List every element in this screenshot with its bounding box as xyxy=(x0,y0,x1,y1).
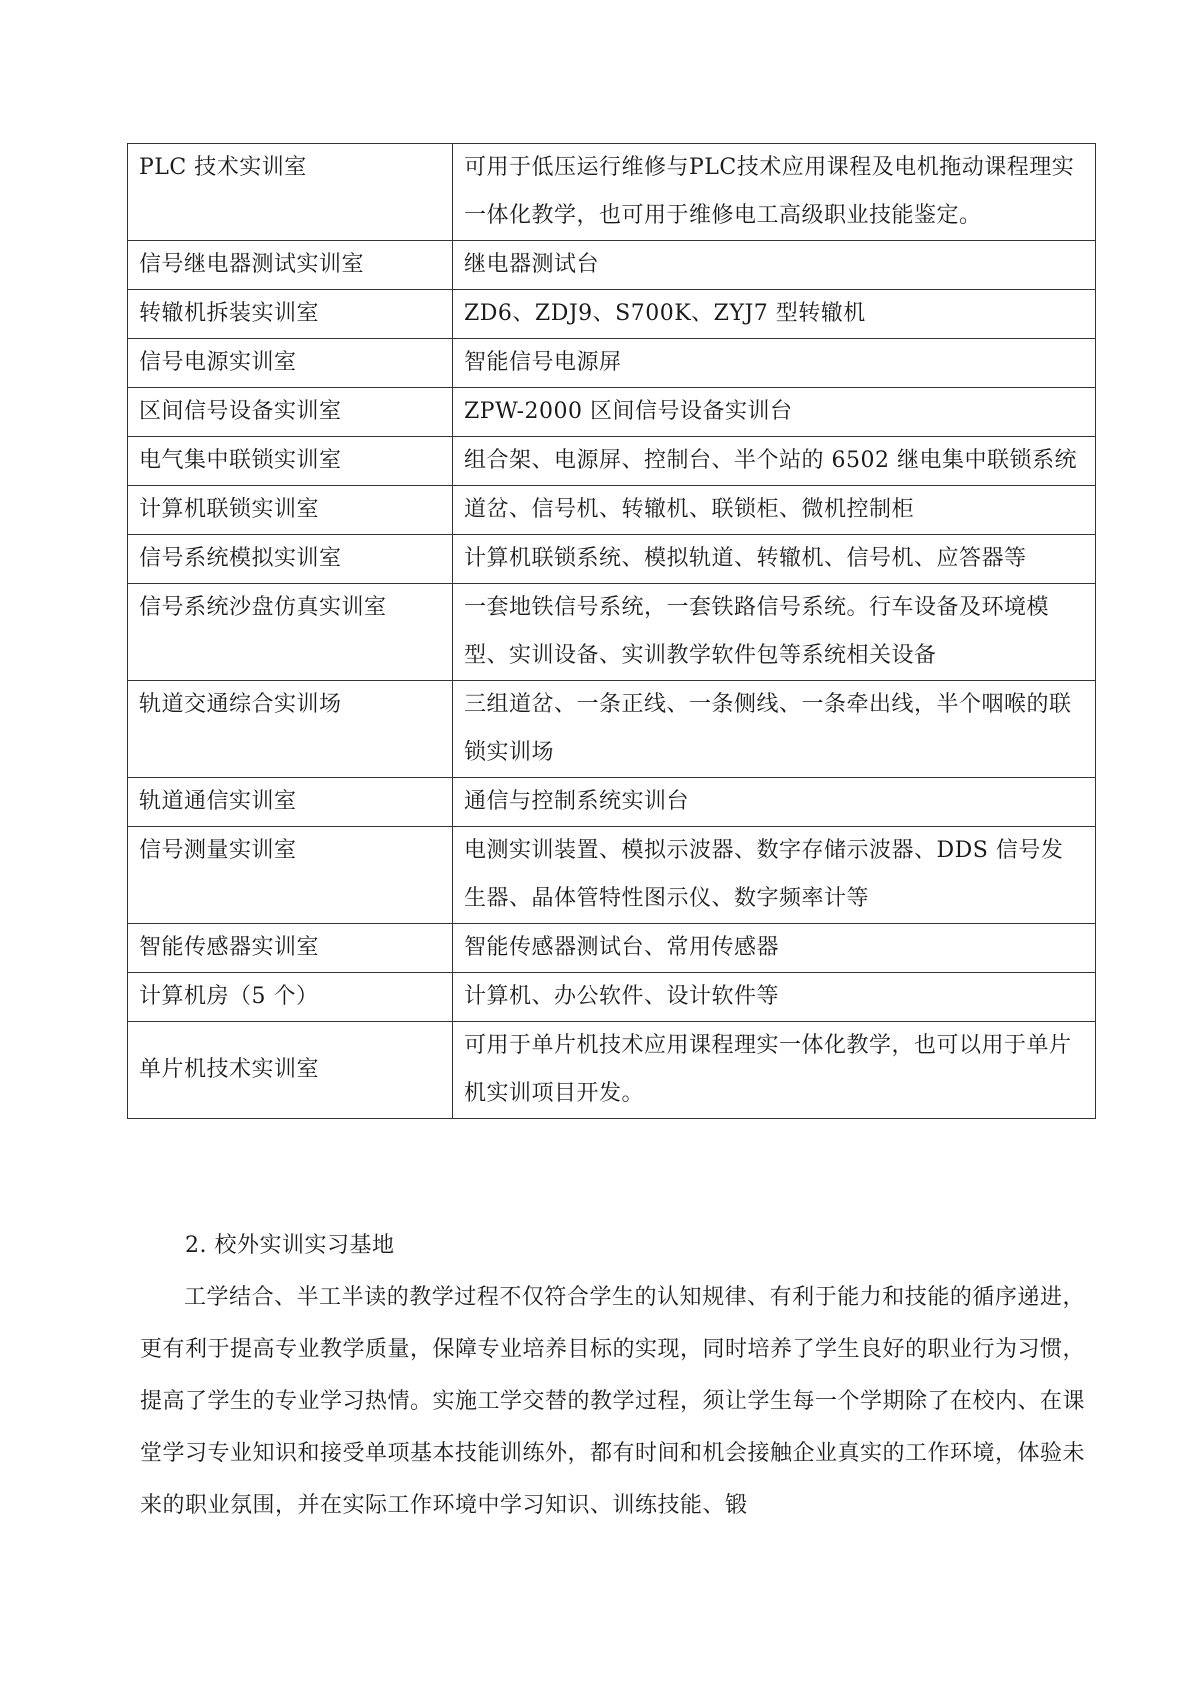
facility-name: 轨道交通综合实训场 xyxy=(128,681,453,778)
facility-equipment: 可用于单片机技术应用课程理实一体化教学，也可以用于单片机实训项目开发。 xyxy=(453,1022,1096,1119)
table-row xyxy=(128,924,1096,973)
facility-name: 计算机房（5 个） xyxy=(128,973,453,1022)
table-row xyxy=(128,339,1096,388)
facility-equipment: 道岔、信号机、转辙机、联锁柜、微机控制柜 xyxy=(453,486,1096,535)
facility-name: 信号系统模拟实训室 xyxy=(128,535,453,584)
facility-equipment: 电测实训装置、模拟示波器、数字存储示波器、DDS 信号发生器、晶体管特性图示仪、数字频率计等 xyxy=(453,827,1096,924)
facility-name: 信号测量实训室 xyxy=(128,827,453,924)
table-row xyxy=(128,778,1096,827)
facility-name: 信号电源实训室 xyxy=(128,339,453,388)
facility-name: 智能传感器实训室 xyxy=(128,924,453,973)
table-row xyxy=(128,584,1096,681)
facility-name: 信号系统沙盘仿真实训室 xyxy=(128,584,453,681)
facility-name: 计算机联锁实训室 xyxy=(128,486,453,535)
facility-name: 区间信号设备实训室 xyxy=(128,388,453,437)
facility-equipment: ZD6、ZDJ9、S700K、ZYJ7 型转辙机 xyxy=(453,290,1096,339)
table-row xyxy=(128,388,1096,437)
facility-equipment: 计算机联锁系统、模拟轨道、转辙机、信号机、应答器等 xyxy=(453,535,1096,584)
section-heading: 2. 校外实训实习基地 xyxy=(185,1233,395,1258)
facility-name: 信号继电器测试实训室 xyxy=(128,241,453,290)
facility-name: 电气集中联锁实训室 xyxy=(128,437,453,486)
table-row xyxy=(128,486,1096,535)
table-row xyxy=(128,144,1096,241)
facility-equipment: 一套地铁信号系统，一套铁路信号系统。行车设备及环境模型、实训设备、实训教学软件包等系统相关设备 xyxy=(453,584,1096,681)
facility-equipment: 智能传感器测试台、常用传感器 xyxy=(453,924,1096,973)
table-row xyxy=(128,290,1096,339)
facility-equipment: 继电器测试台 xyxy=(453,241,1096,290)
table-row xyxy=(128,973,1096,1022)
facility-name: 单片机技术实训室 xyxy=(128,1022,453,1119)
facility-equipment: 智能信号电源屏 xyxy=(453,339,1096,388)
facility-equipment: ZPW-2000 区间信号设备实训台 xyxy=(453,388,1096,437)
facility-equipment: 可用于低压运行维修与PLC技术应用课程及电机拖动课程理实一体化教学，也可用于维修电工高级职业技能鉴定。 xyxy=(453,144,1096,241)
facility-name: PLC 技术实训室 xyxy=(128,144,453,241)
facility-equipment: 通信与控制系统实训台 xyxy=(453,778,1096,827)
table-row xyxy=(128,827,1096,924)
table-row xyxy=(128,437,1096,486)
facility-name: 转辙机拆装实训室 xyxy=(128,290,453,339)
off-campus-section xyxy=(140,1220,1085,1532)
facility-name: 轨道通信实训室 xyxy=(128,778,453,827)
table-row xyxy=(128,681,1096,778)
facility-equipment: 组合架、电源屏、控制台、半个站的 6502 继电集中联锁系统 xyxy=(453,437,1096,486)
facility-equipment: 三组道岔、一条正线、一条侧线、一条牵出线，半个咽喉的联锁实训场 xyxy=(453,681,1096,778)
table-row xyxy=(128,1022,1096,1119)
table-row xyxy=(128,535,1096,584)
section-body-paragraph: 工学结合、半工半读的教学过程不仅符合学生的认知规律、有利于能力和技能的循序递进，更有利于提高专业教学质量，保障专业培养目标的实现，同时培养了学生良好的职业行为习惯，提高了学生的专业学习热情。实施工学交替的教学过程，须让学生每一个学期除了在校内、在课堂学习专业知识和接受单项基本技能训练外，都有时间和机会接触企业真实的工作环境，体验未来的职业氛围，并在实际工作环境中学习知识、训练技能、锻 xyxy=(140,1285,1086,1518)
training-facilities-table xyxy=(127,143,1096,1119)
facility-equipment: 计算机、办公软件、设计软件等 xyxy=(453,973,1096,1022)
table-row xyxy=(128,241,1096,290)
